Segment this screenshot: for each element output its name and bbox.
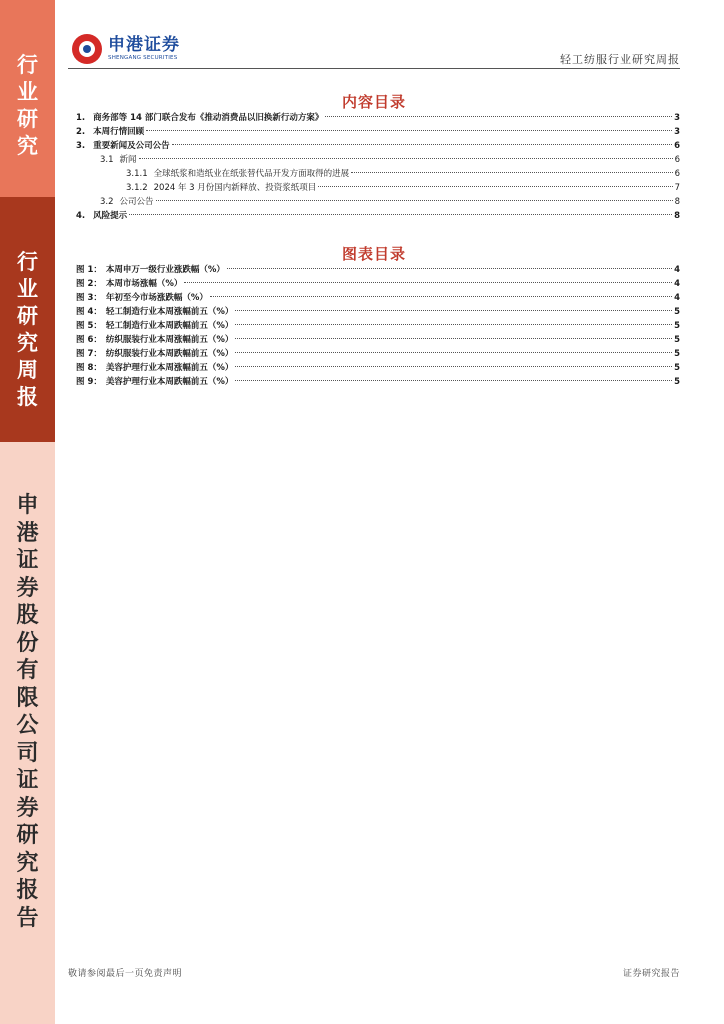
figure-page: 5 xyxy=(674,363,680,373)
sidebar-char: 份 xyxy=(16,630,39,656)
figure-number: 图 4： xyxy=(76,307,102,317)
sidebar-char: 业 xyxy=(17,80,38,104)
sidebar-char: 券 xyxy=(16,795,39,821)
logo-name-en: SHENGANG SECURITIES xyxy=(108,55,178,61)
figure-number: 图 8： xyxy=(76,363,102,373)
toc-number: 3.1.2 xyxy=(126,183,148,193)
sidebar-char: 司 xyxy=(16,740,39,766)
sidebar-char: 券 xyxy=(16,575,39,601)
toc-label: 新闻 xyxy=(119,155,137,165)
toc-leader xyxy=(235,380,672,381)
toc-page: 3 xyxy=(674,113,680,123)
figure-label: 年初至今市场涨跌幅（%） xyxy=(105,293,208,303)
figure-entry[interactable] xyxy=(76,291,680,305)
sidebar-char: 告 xyxy=(16,905,39,931)
toc-leader xyxy=(172,144,672,145)
figure-page: 5 xyxy=(674,321,680,331)
sidebar-char: 研 xyxy=(16,823,39,848)
toc-label: 公司公告 xyxy=(119,197,154,207)
sidebar-char: 报 xyxy=(16,878,39,903)
toc-label: 重要新闻及公司公告 xyxy=(93,141,170,151)
toc-label: 全球纸浆和造纸业在纸张替代品开发方面取得的进展 xyxy=(153,169,350,179)
report-header-title: 轻工纺服行业研究周报 xyxy=(560,53,680,66)
sidebar-char: 业 xyxy=(17,277,38,301)
toc-page: 6 xyxy=(674,169,680,179)
figure-entry[interactable] xyxy=(76,263,680,277)
contents-list xyxy=(76,111,680,223)
figure-page: 4 xyxy=(674,279,680,289)
sidebar-char: 限 xyxy=(16,685,39,711)
sidebar-char: 研 xyxy=(17,107,38,131)
toc-number: 4. xyxy=(76,211,86,221)
sidebar-char: 报 xyxy=(17,385,38,409)
sidebar-char: 证 xyxy=(16,548,39,573)
toc-leader xyxy=(146,130,672,131)
contents-title: 内容目录 xyxy=(341,93,406,111)
sidebar-char: 证 xyxy=(16,768,39,793)
logo-name-cn: 申港证券 xyxy=(108,35,180,55)
figure-number: 图 7： xyxy=(76,349,102,359)
sidebar-char: 公 xyxy=(16,713,39,738)
toc-number: 1. xyxy=(76,113,86,123)
toc-label: 风险提示 xyxy=(93,211,128,221)
figure-entry[interactable] xyxy=(76,375,680,389)
toc-number: 3.1.1 xyxy=(126,169,148,179)
toc-entry[interactable] xyxy=(76,209,680,223)
toc-leader xyxy=(184,282,672,283)
toc-leader xyxy=(235,352,672,353)
figure-number: 图 2： xyxy=(76,279,102,289)
figure-label: 轻工制造行业本周涨幅前五（%） xyxy=(105,307,234,317)
toc-page: 6 xyxy=(674,155,680,165)
toc-leader xyxy=(235,366,672,367)
figure-number: 图 6： xyxy=(76,335,102,345)
figure-entry[interactable] xyxy=(76,319,680,333)
toc-number: 3. xyxy=(76,141,86,151)
figure-entry[interactable] xyxy=(76,347,680,361)
figure-number: 图 3： xyxy=(76,293,102,303)
toc-page: 8 xyxy=(674,197,680,207)
figure-label: 本周市场涨幅（%） xyxy=(105,279,183,289)
sidebar-block-category xyxy=(0,0,55,197)
sidebar-block-company xyxy=(0,442,55,1024)
toc-page: 3 xyxy=(674,127,680,137)
figure-page: 5 xyxy=(674,349,680,359)
toc-entry[interactable] xyxy=(76,167,680,181)
toc-entry[interactable] xyxy=(76,181,680,195)
toc-number: 3.2 xyxy=(100,197,114,207)
toc-page: 8 xyxy=(674,211,680,221)
toc-page: 7 xyxy=(674,183,680,193)
toc-leader xyxy=(351,172,672,173)
footer-doc-type: 证券研究报告 xyxy=(622,969,680,979)
toc-leader xyxy=(227,268,672,269)
figures-title: 图表目录 xyxy=(341,245,406,263)
toc-entry[interactable] xyxy=(76,153,680,167)
figure-number: 图 5： xyxy=(76,321,102,331)
toc-leader xyxy=(325,116,672,117)
figure-label: 纺织服装行业本周涨幅前五（%） xyxy=(105,335,234,345)
sidebar-char: 究 xyxy=(17,331,38,355)
figure-label: 纺织服装行业本周跌幅前五（%） xyxy=(105,349,234,359)
toc-leader xyxy=(129,214,672,215)
toc-label: 本周行情回顾 xyxy=(93,127,145,137)
figure-page: 5 xyxy=(674,307,680,317)
sidebar-char: 研 xyxy=(17,304,38,328)
figure-label: 轻工制造行业本周跌幅前五（%） xyxy=(105,321,234,331)
toc-label: 商务部等 14 部门联合发布《推动消费品以旧换新行动方案》 xyxy=(93,113,324,123)
figure-label: 本周申万一级行业涨跌幅（%） xyxy=(105,265,225,275)
figures-list xyxy=(76,263,680,389)
sidebar-char: 行 xyxy=(17,53,38,77)
toc-number: 3.1 xyxy=(100,155,114,165)
sidebar-char: 港 xyxy=(16,520,39,546)
footer-disclaimer: 敬请参阅最后一页免责声明 xyxy=(68,969,183,979)
figure-number: 图 1： xyxy=(76,265,102,275)
figure-page: 4 xyxy=(674,265,680,275)
toc-entry[interactable] xyxy=(76,111,680,125)
sidebar xyxy=(0,0,55,1024)
sidebar-char: 行 xyxy=(17,250,38,274)
sidebar-char: 有 xyxy=(16,658,39,683)
sidebar-char: 究 xyxy=(17,134,38,158)
figure-page: 5 xyxy=(674,335,680,345)
toc-leader xyxy=(210,296,672,297)
figure-page: 5 xyxy=(674,377,680,387)
toc-leader xyxy=(235,324,672,325)
figure-label: 美容护理行业本周涨幅前五（%） xyxy=(105,363,234,373)
logo-mark-icon xyxy=(72,34,102,64)
sidebar-char: 申 xyxy=(16,493,39,518)
toc-label: 2024 年 3 月份国内新释放、投资浆纸项目 xyxy=(153,183,317,193)
toc-leader xyxy=(318,186,672,187)
toc-leader xyxy=(156,200,673,201)
sidebar-char: 究 xyxy=(16,850,39,876)
figure-page: 4 xyxy=(674,293,680,303)
toc-number: 2. xyxy=(76,127,86,137)
toc-leader xyxy=(235,338,672,339)
figure-label: 美容护理行业本周跌幅前五（%） xyxy=(105,377,234,387)
figure-entry[interactable] xyxy=(76,277,680,291)
figure-entry[interactable] xyxy=(76,305,680,319)
sidebar-block-report-type xyxy=(0,197,55,442)
toc-entry[interactable] xyxy=(76,125,680,139)
sidebar-char: 周 xyxy=(17,358,38,382)
toc-entry[interactable] xyxy=(76,195,680,209)
header-divider xyxy=(68,68,680,69)
toc-leader xyxy=(235,310,672,311)
figure-number: 图 9： xyxy=(76,377,102,387)
sidebar-char: 股 xyxy=(16,603,39,628)
figure-entry[interactable] xyxy=(76,361,680,375)
toc-leader xyxy=(139,158,673,159)
company-logo xyxy=(72,34,180,64)
figure-entry[interactable] xyxy=(76,333,680,347)
toc-entry[interactable] xyxy=(76,139,680,153)
toc-page: 6 xyxy=(674,141,680,151)
